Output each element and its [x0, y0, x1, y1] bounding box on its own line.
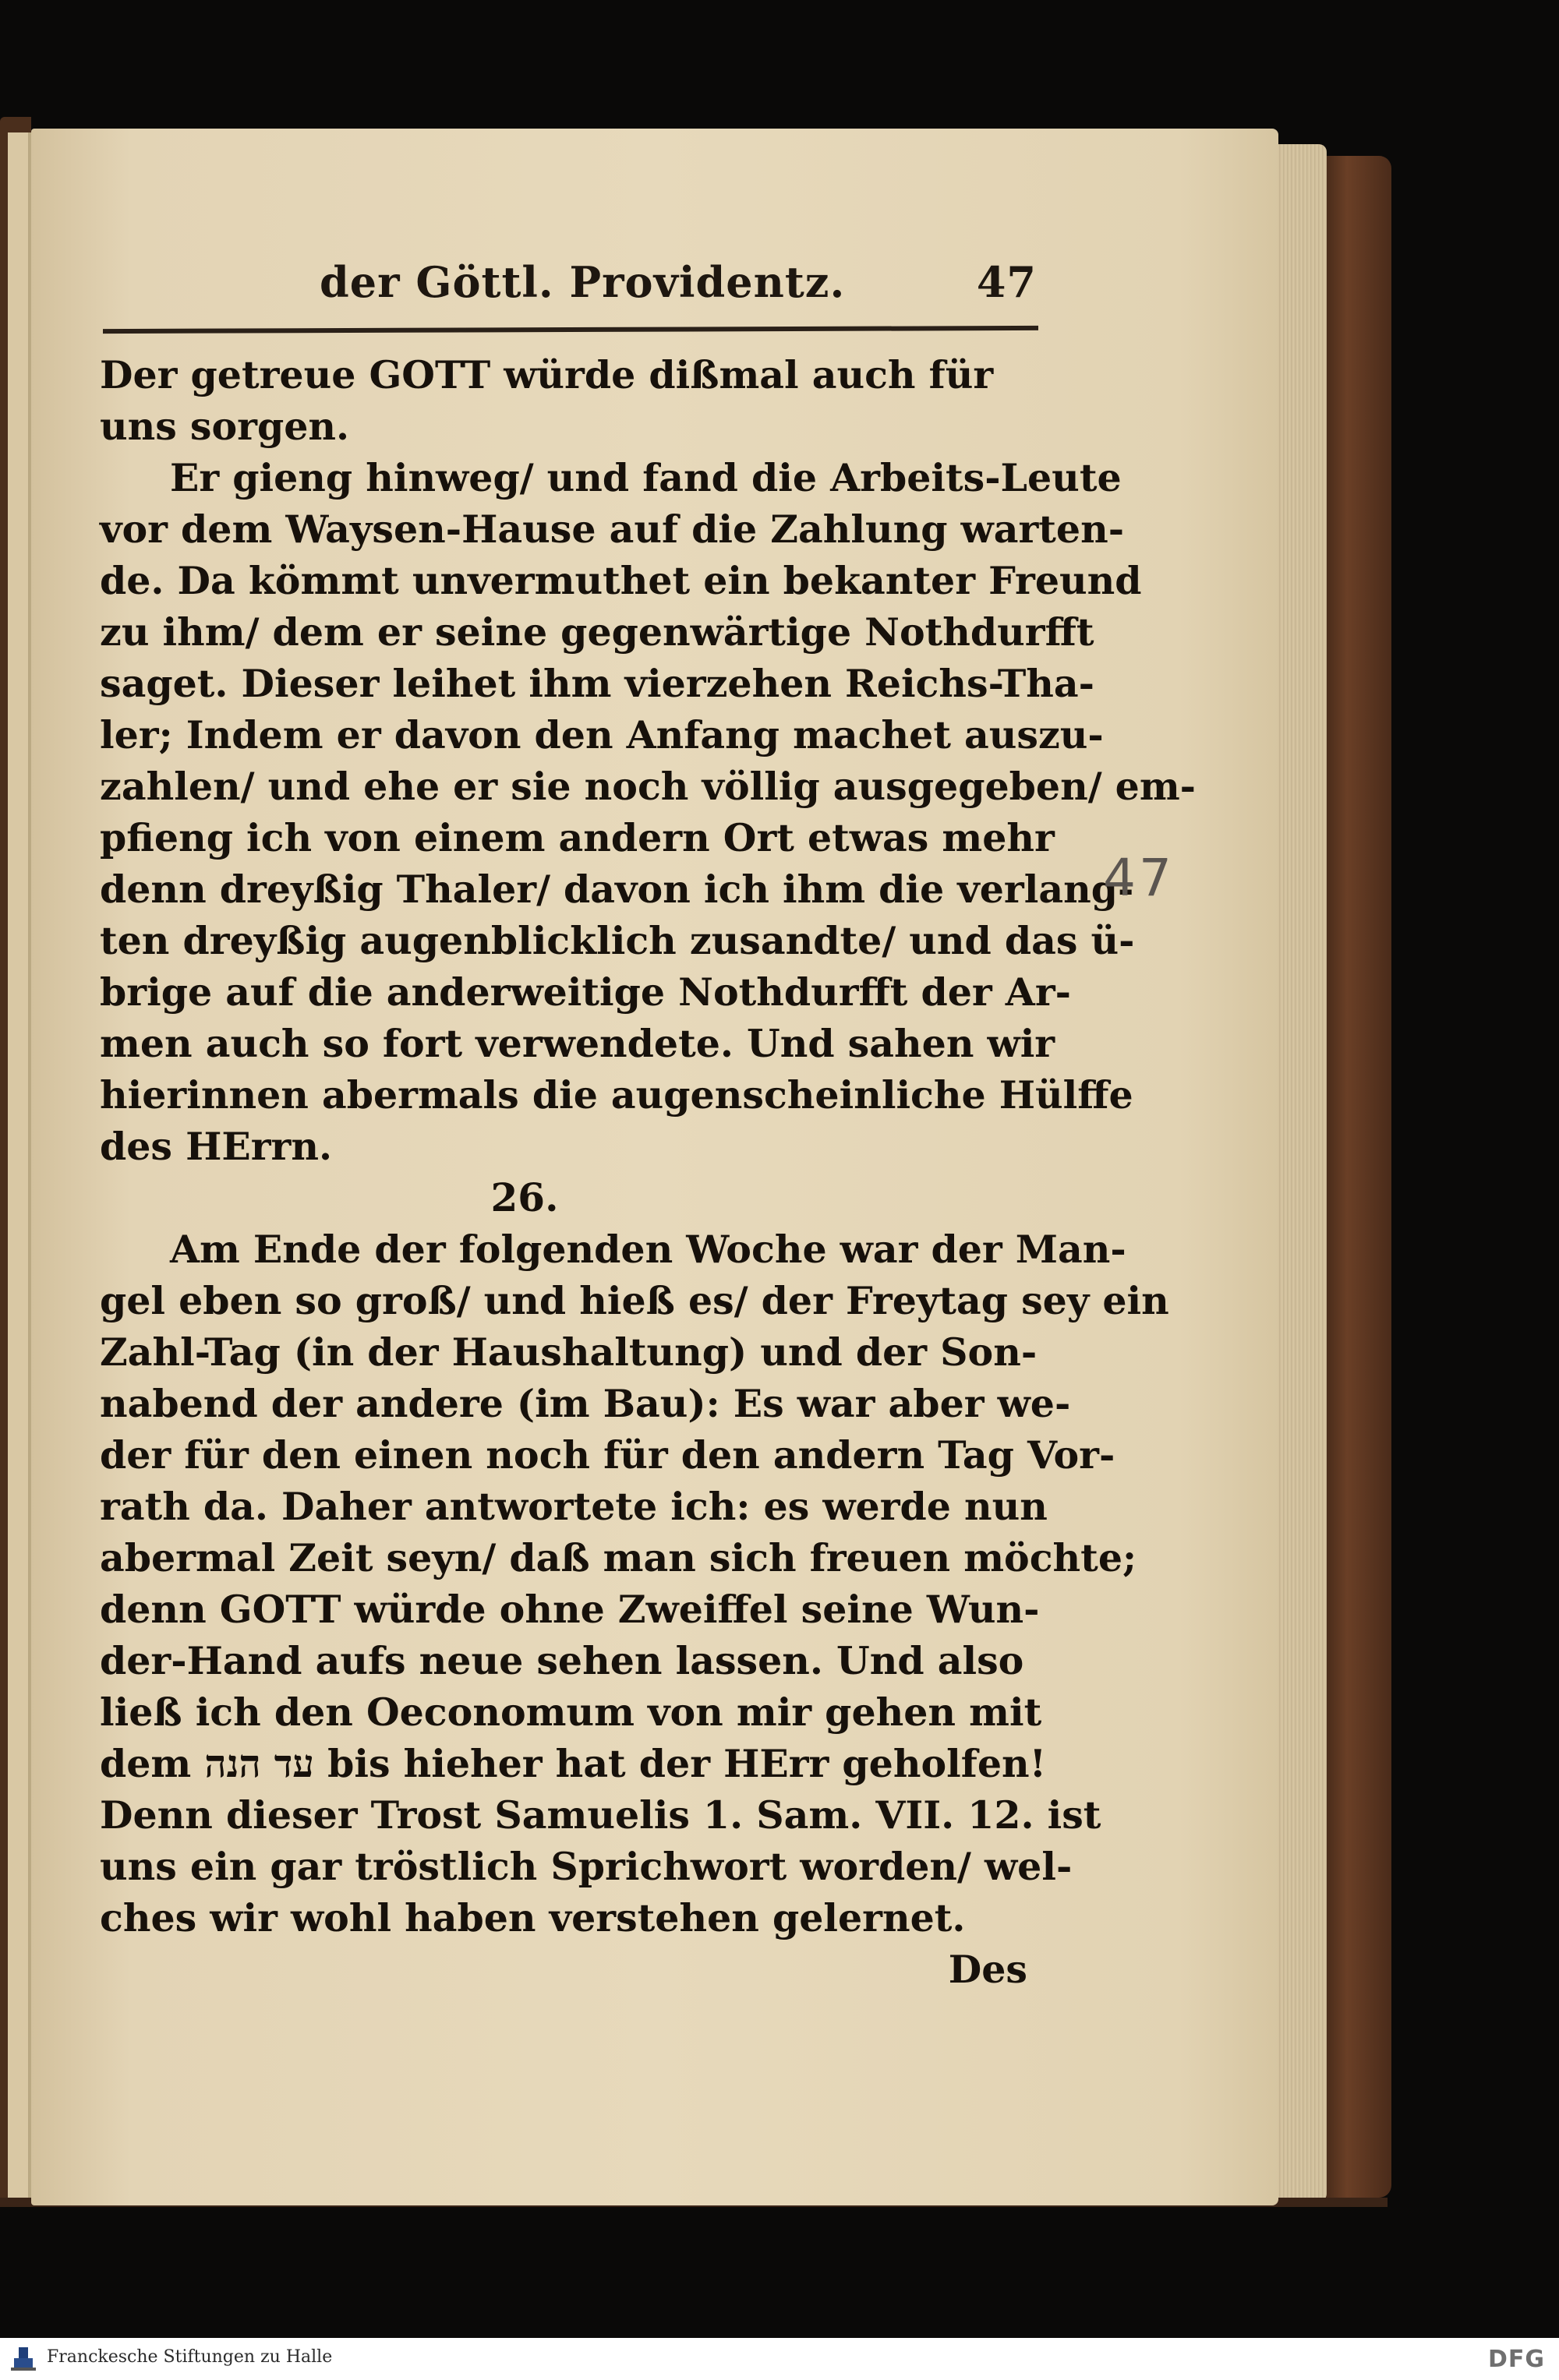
text-line: de. Da kömmt unvermuthet ein bekanter Freund [100, 558, 1142, 603]
text-line: ches wir wohl haben verstehen gelernet. [100, 1895, 966, 1940]
text-line: denn GOTT würde ohne Zweiffel seine Wun- [100, 1587, 1040, 1632]
text-line: uns ein gar tröstlich Sprichwort worden/ wel- [100, 1844, 1073, 1889]
text-line: brige auf die anderweitige Nothdurfft der Ar- [100, 969, 1071, 1015]
text-line: saget. Dieser leihet ihm vierzehen Reichs-Tha- [100, 661, 1095, 706]
catchword: Des [948, 1947, 1027, 1992]
running-head [320, 257, 1037, 320]
text-line: uns sorgen. [100, 404, 350, 449]
text-line: abermal Zeit seyn/ daß man sich freuen möchte; [100, 1535, 1137, 1580]
book-cover-right [1317, 156, 1391, 2198]
text-line: Der getreue GOTT würde dißmal auch für [100, 352, 994, 397]
section-number: 26. [490, 1174, 559, 1220]
text-line: hierinnen abermals die augenscheinliche Hülffe [100, 1072, 1133, 1118]
text-line: Zahl-Tag (in der Haushaltung) und der Son- [100, 1329, 1038, 1375]
text-line: men auch so fort verwendete. Und sahen wir [100, 1021, 1055, 1066]
text-line: ließ ich den Oeconomum von mir gehen mit [100, 1690, 1042, 1735]
handwritten-page-number: 47 [1103, 848, 1175, 908]
text-line: Am Ende der folgenden Woche war der Man- [170, 1227, 1126, 1272]
text-line: rath da. Daher antwortete ich: es werde nun [100, 1484, 1048, 1529]
text-line: ten dreyßig augenblicklich zusandte/ und das ü- [100, 918, 1135, 963]
text-line: zu ihm/ dem er seine gegenwärtige Nothdurfft [100, 609, 1094, 655]
institution-name: Franckesche Stiftungen zu Halle [47, 2347, 333, 2367]
text-line: nabend der andere (im Bau): Es war aber we- [100, 1381, 1071, 1426]
text-line: Er gieng hinweg/ und fand die Arbeits-Leute [170, 455, 1122, 500]
institution-logo-icon [8, 2344, 39, 2374]
text-line: pfieng ich von einem andern Ort etwas mehr [100, 815, 1055, 860]
page-stack [1272, 144, 1327, 2202]
text-line: denn dreyßig Thaler/ davon ich ihm die verlang- [100, 867, 1134, 912]
text-line: dem עד הנה bis hieher hat der HErr geholfen! [100, 1741, 1047, 1786]
page-number: 47 [976, 257, 1037, 307]
text-line: Denn dieser Trost Samuelis 1. Sam. VII. 12. ist [100, 1792, 1101, 1838]
text-line: ler; Indem er davon den Anfang machet auszu- [100, 712, 1104, 757]
dfg-logo: DFG [1487, 2346, 1545, 2373]
text-line: gel eben so groß/ und hieß es/ der Freytag sey ein [100, 1278, 1169, 1323]
running-head-title: der Göttl. Providentz. [320, 257, 846, 307]
text-line: vor dem Waysen-Hause auf die Zahlung warten- [100, 507, 1125, 552]
text-line: der-Hand aufs neue sehen lassen. Und also [100, 1638, 1024, 1683]
text-line: der für den einen noch für den andern Tag Vor- [100, 1432, 1115, 1478]
text-line: des HErrn. [100, 1124, 333, 1169]
text-line: zahlen/ und ehe er sie noch völlig ausgegeben/ em- [100, 764, 1197, 809]
